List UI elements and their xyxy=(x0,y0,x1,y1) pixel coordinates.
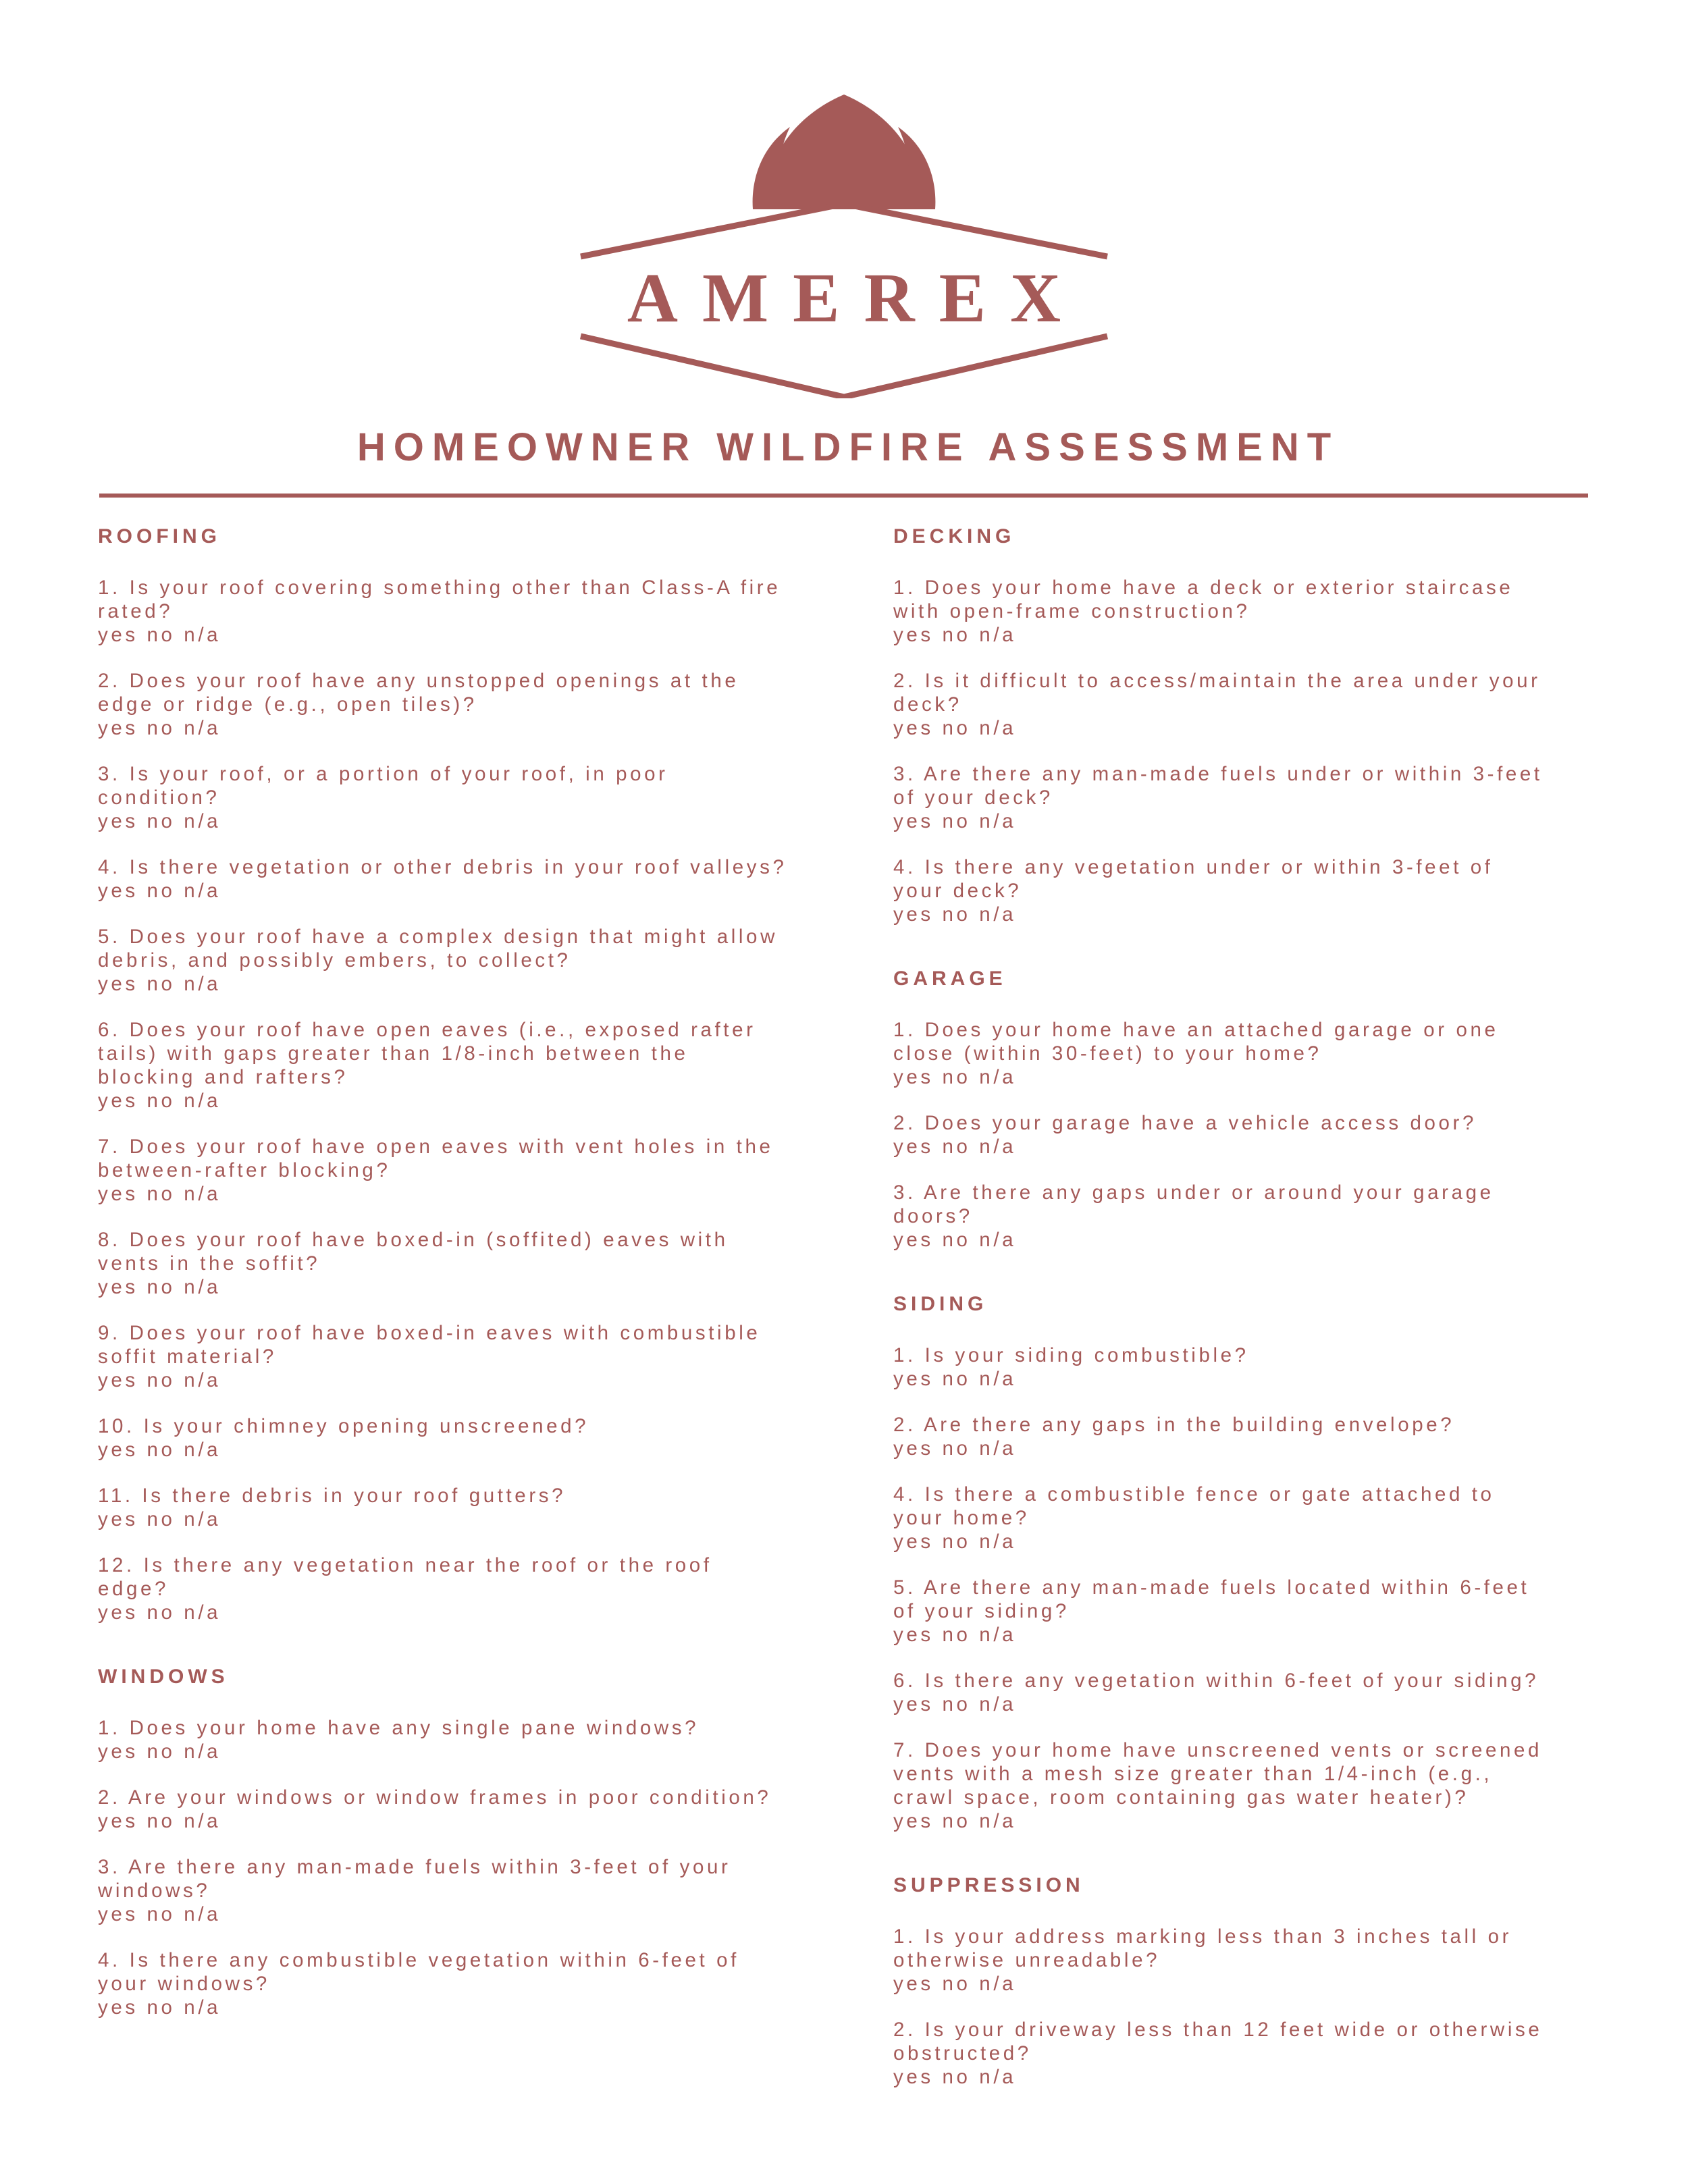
answer-options[interactable]: yes no n/a xyxy=(893,2066,1017,2088)
question-item xyxy=(98,762,874,833)
question-item xyxy=(98,1321,874,1392)
answer-options[interactable]: yes no n/a xyxy=(893,1229,1017,1251)
answer-options[interactable]: yes no n/a xyxy=(893,1066,1017,1088)
question-text: 3. Are there any man-made fuels within 3-feet of your windows? xyxy=(98,1856,731,1902)
answer-options[interactable]: yes no n/a xyxy=(98,1276,221,1298)
question-item xyxy=(98,1716,874,1763)
answer-options[interactable]: yes no n/a xyxy=(98,1183,221,1205)
question-text: 4. Is there vegetation or other debris in your roof valleys? xyxy=(98,856,787,878)
question-item xyxy=(98,1855,874,1926)
question-text: 1. Is your siding combustible? xyxy=(893,1344,1249,1366)
section-heading: ROOFING xyxy=(98,525,221,548)
question-item xyxy=(893,2018,1670,2089)
question-item xyxy=(893,1738,1670,1833)
question-item xyxy=(893,1576,1670,1647)
question-item xyxy=(893,855,1670,926)
question-item xyxy=(98,576,874,647)
question-item xyxy=(98,1553,874,1624)
answer-options[interactable]: yes no n/a xyxy=(98,1090,221,1112)
question-item xyxy=(98,1018,874,1113)
question-text: 1. Does your home have a deck or exterior staircase with open-frame construction? xyxy=(893,577,1514,622)
question-text: 1. Does your home have an attached garage or one close (within 30-feet) to your home? xyxy=(893,1019,1499,1065)
page-title: HOMEOWNER WILDFIRE ASSESSMENT xyxy=(357,425,1340,469)
question-text: 2. Does your garage have a vehicle access door? xyxy=(893,1112,1477,1134)
question-item xyxy=(893,669,1670,740)
answer-options[interactable]: yes no n/a xyxy=(893,1693,1017,1715)
question-text: 2. Is your driveway less than 12 feet wide or otherwise obstructed? xyxy=(893,2019,1543,2065)
question-text: 4. Is there any vegetation under or within 3-feet of your deck? xyxy=(893,856,1494,902)
question-text: 6. Is there any vegetation within 6-feet of your siding? xyxy=(893,1670,1539,1692)
answer-options[interactable]: yes no n/a xyxy=(893,1624,1017,1646)
question-text: 2. Is it difficult to access/maintain the area under your deck? xyxy=(893,670,1541,716)
answer-options[interactable]: yes no n/a xyxy=(98,717,221,739)
title-divider xyxy=(99,494,1588,498)
amerex-flame-logo-icon xyxy=(574,95,1114,398)
question-item xyxy=(98,855,874,903)
question-item xyxy=(98,1135,874,1206)
section-heading: GARAGE xyxy=(893,967,1007,990)
section-windows xyxy=(98,1663,874,2019)
question-text: 12. Is there any vegetation near the roof or the roof edge? xyxy=(98,1554,712,1600)
section-roofing xyxy=(98,523,874,1624)
question-item xyxy=(893,1483,1670,1553)
question-text: 3. Are there any gaps under or around your garage doors? xyxy=(893,1181,1494,1227)
section-suppression xyxy=(893,1872,1670,2089)
question-text: 1. Is your roof covering something other than Class-A fire rated? xyxy=(98,577,781,622)
answer-options[interactable]: yes no n/a xyxy=(98,1903,221,1925)
question-text: 2. Are there any gaps in the building envelope? xyxy=(893,1414,1455,1436)
answer-options[interactable]: yes no n/a xyxy=(893,1437,1017,1460)
answer-options[interactable]: yes no n/a xyxy=(893,1136,1017,1158)
question-item xyxy=(893,1669,1670,1716)
answer-options[interactable]: yes no n/a xyxy=(893,1530,1017,1553)
answer-options[interactable]: yes no n/a xyxy=(98,1996,221,2019)
answer-options[interactable]: yes no n/a xyxy=(893,810,1017,832)
logo-wordmark: AMEREX xyxy=(627,259,1086,337)
question-item xyxy=(893,1413,1670,1460)
question-text: 7. Does your home have unscreened vents or screened vents with a mesh size greater than 1/4-inch (e.g., crawl space, room containing gas water heater)? xyxy=(893,1739,1543,1809)
question-text: 7. Does your roof have open eaves with vent holes in the between-rafter blocking? xyxy=(98,1136,774,1181)
question-item xyxy=(893,576,1670,647)
section-heading: WINDOWS xyxy=(98,1666,229,1688)
answer-options[interactable]: yes no n/a xyxy=(98,1508,221,1530)
question-text: 9. Does your roof have boxed-in eaves with combustible soffit material? xyxy=(98,1322,761,1368)
question-item xyxy=(893,762,1670,833)
question-text: 5. Does your roof have a complex design that might allow debris, and possibly embers, to collect? xyxy=(98,926,778,971)
question-text: 4. Is there any combustible vegetation within 6-feet of your windows? xyxy=(98,1949,739,1995)
question-text: 6. Does your roof have open eaves (i.e., exposed rafter tails) with gaps greater than 1/8-inch between the blocking and rafters? xyxy=(98,1019,756,1088)
answer-options[interactable]: yes no n/a xyxy=(98,973,221,995)
answer-options[interactable]: yes no n/a xyxy=(98,1740,221,1763)
section-siding xyxy=(893,1291,1670,1833)
answer-options[interactable]: yes no n/a xyxy=(893,624,1017,646)
right-column xyxy=(893,523,1670,2128)
question-item xyxy=(98,1786,874,1833)
answer-options[interactable]: yes no n/a xyxy=(893,717,1017,739)
question-item xyxy=(98,1948,874,2019)
answer-options[interactable]: yes no n/a xyxy=(98,624,221,646)
answer-options[interactable]: yes no n/a xyxy=(893,1810,1017,1832)
section-heading: SUPPRESSION xyxy=(893,1874,1084,1896)
question-item xyxy=(98,925,874,996)
question-item xyxy=(893,1018,1670,1089)
question-text: 2. Does your roof have any unstopped openings at the edge or ridge (e.g., open tiles)? xyxy=(98,670,739,716)
question-item xyxy=(98,1414,874,1462)
question-item xyxy=(98,669,874,740)
logo xyxy=(0,0,1688,419)
question-text: 3. Is your roof, or a portion of your roof, in poor condition? xyxy=(98,763,668,809)
question-item xyxy=(893,1343,1670,1391)
answer-options[interactable]: yes no n/a xyxy=(98,880,221,902)
answer-options[interactable]: yes no n/a xyxy=(893,1973,1017,1995)
answer-options[interactable]: yes no n/a xyxy=(98,1439,221,1461)
answer-options[interactable]: yes no n/a xyxy=(98,1601,221,1624)
answer-options[interactable]: yes no n/a xyxy=(98,810,221,832)
section-decking xyxy=(893,523,1670,926)
question-text: 11. Is there debris in your roof gutters? xyxy=(98,1485,566,1507)
section-garage xyxy=(893,965,1670,1252)
question-text: 3. Are there any man-made fuels under or within 3-feet of your deck? xyxy=(893,763,1543,809)
question-item xyxy=(893,1181,1670,1252)
question-text: 1. Does your home have any single pane windows? xyxy=(98,1717,700,1739)
question-item xyxy=(98,1228,874,1299)
question-text: 4. Is there a combustible fence or gate attached to your home? xyxy=(893,1483,1495,1529)
section-heading: DECKING xyxy=(893,525,1016,548)
question-item xyxy=(98,1484,874,1531)
question-text: 2. Are your windows or window frames in poor condition? xyxy=(98,1786,772,1809)
answer-options[interactable]: yes no n/a xyxy=(98,1810,221,1832)
question-item xyxy=(893,1111,1670,1158)
left-column xyxy=(98,523,874,2058)
question-text: 8. Does your roof have boxed-in (soffited) eaves with vents in the soffit? xyxy=(98,1229,729,1275)
question-item xyxy=(893,1925,1670,1996)
answer-options[interactable]: yes no n/a xyxy=(893,903,1017,926)
answer-options[interactable]: yes no n/a xyxy=(98,1369,221,1391)
question-text: 1. Is your address marking less than 3 inches tall or otherwise unreadable? xyxy=(893,1925,1512,1971)
question-text: 10. Is your chimney opening unscreened? xyxy=(98,1415,589,1437)
question-text: 5. Are there any man-made fuels located within 6-feet of your siding? xyxy=(893,1576,1530,1622)
answer-options[interactable]: yes no n/a xyxy=(893,1368,1017,1390)
section-heading: SIDING xyxy=(893,1293,988,1315)
